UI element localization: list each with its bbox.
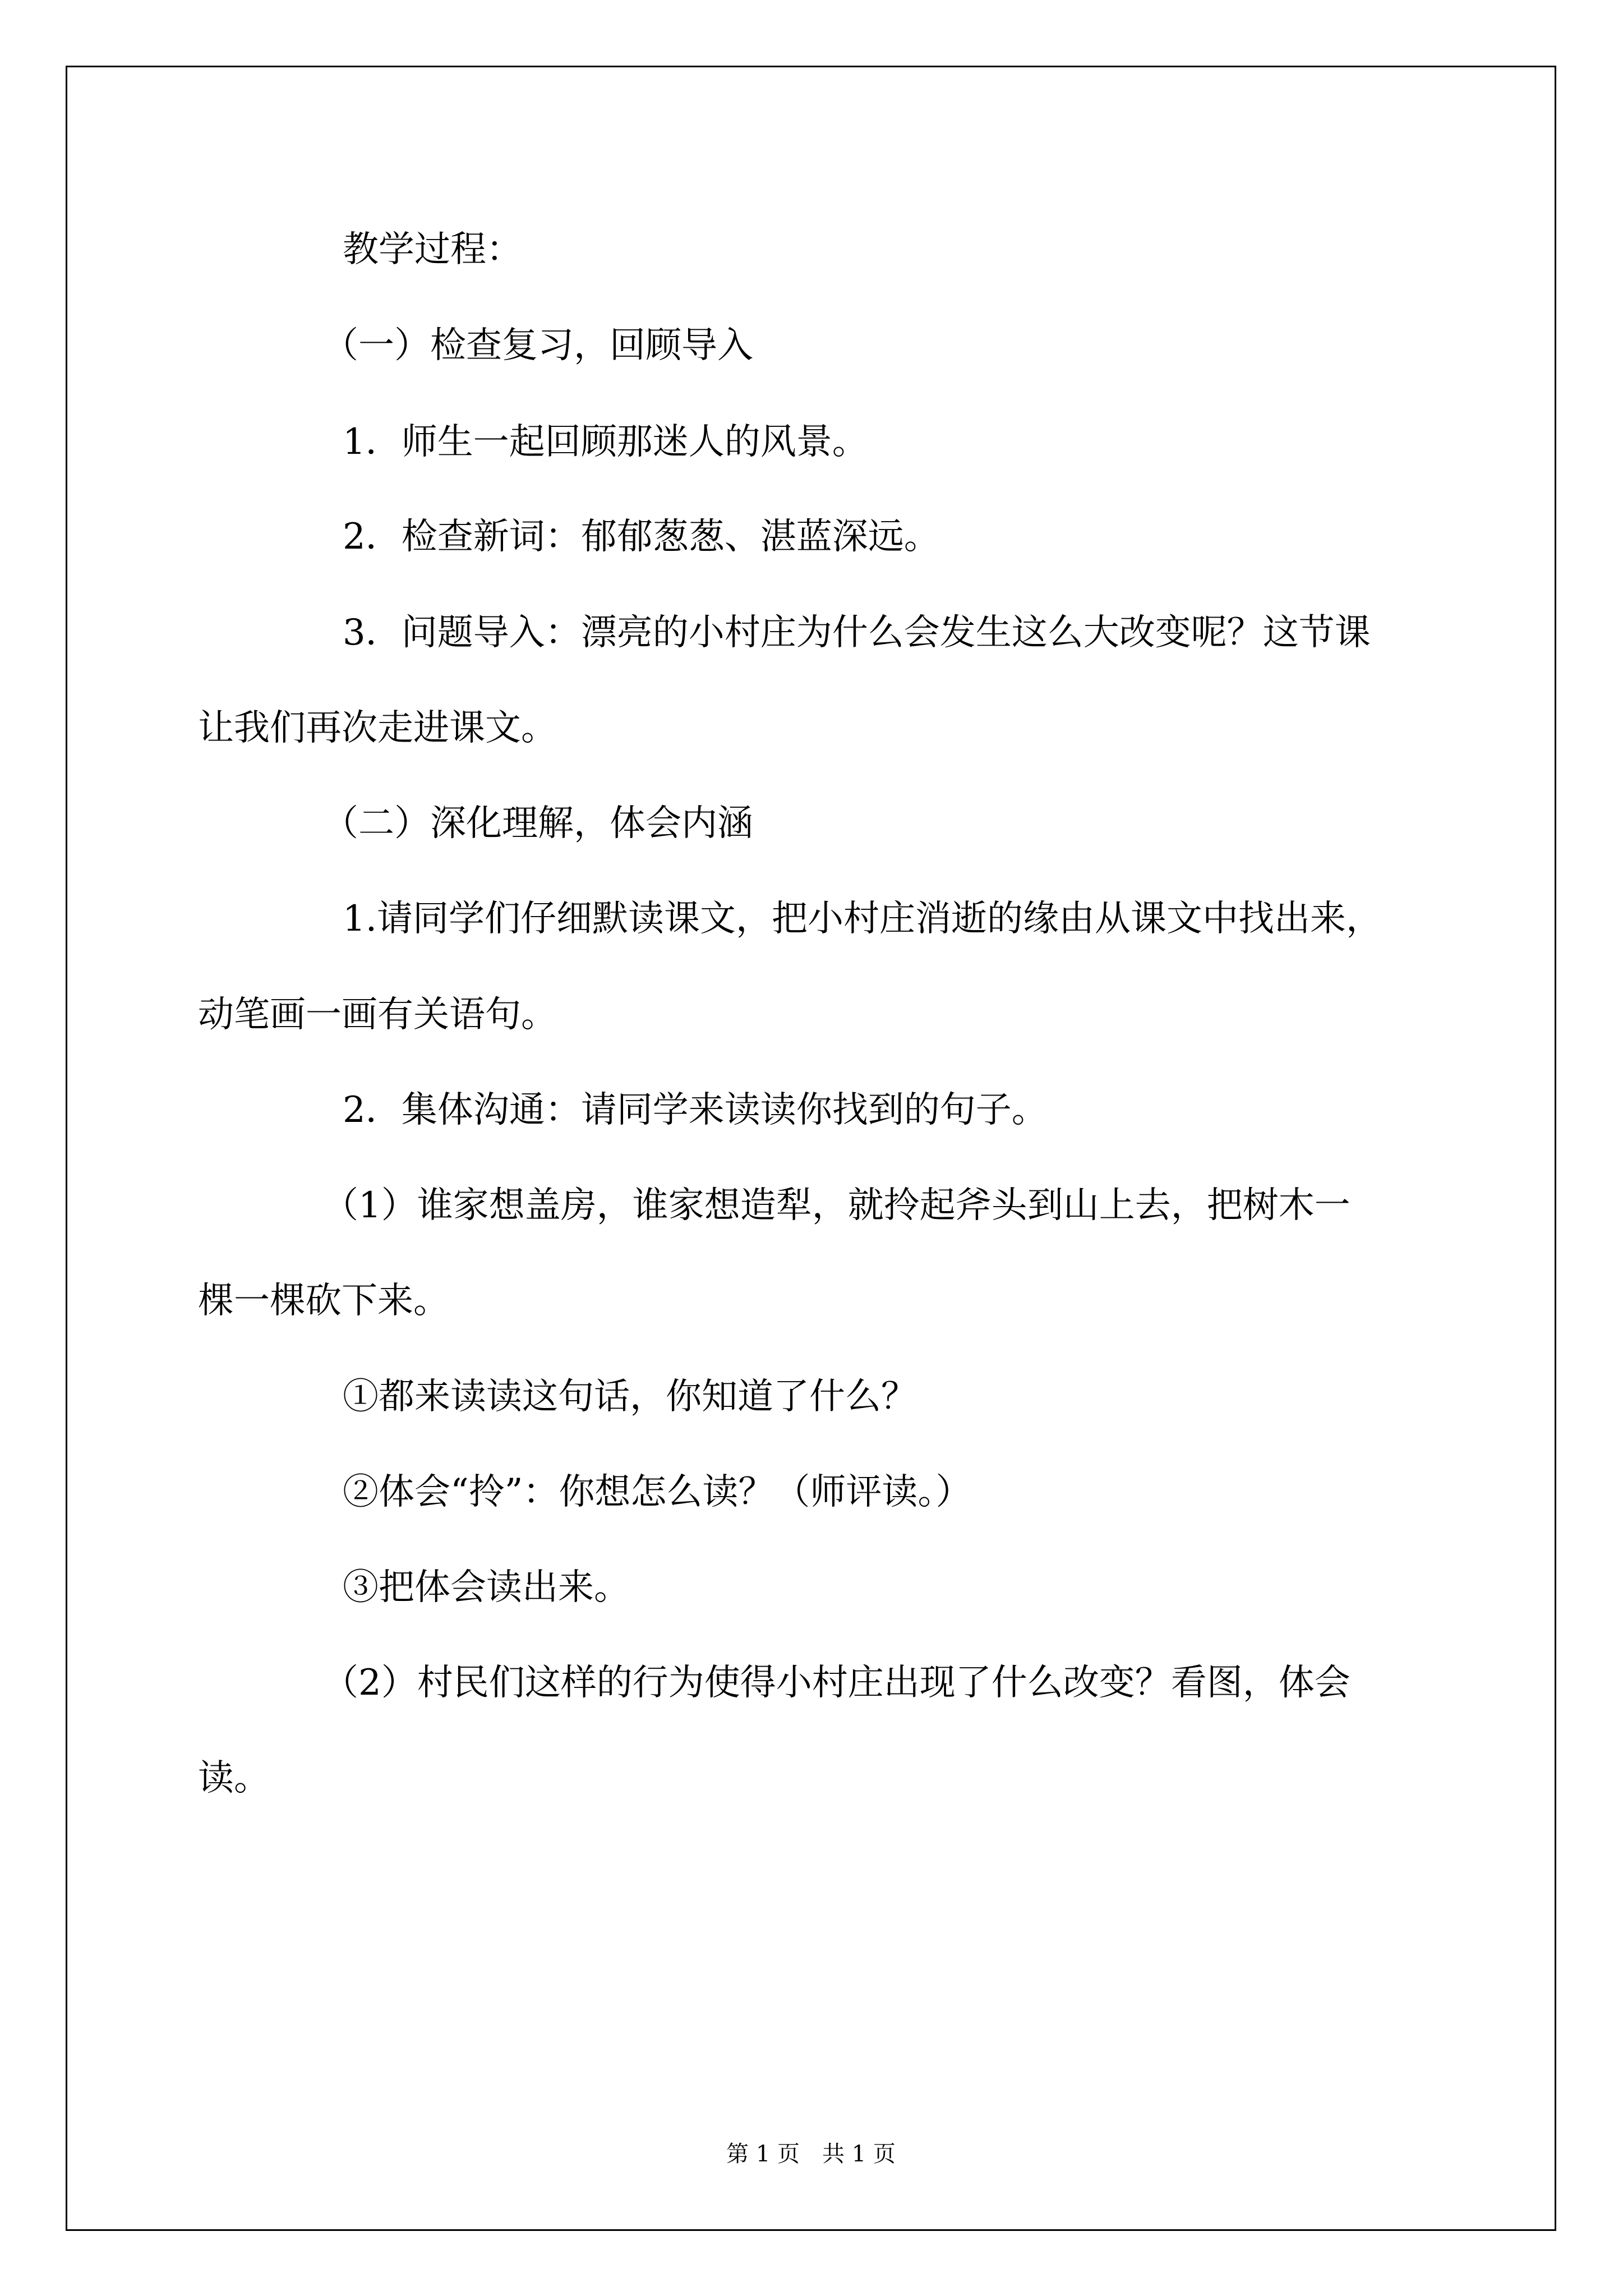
document-page [66, 66, 1556, 2231]
text-line: （二）深化理解，体会内涵 [322, 803, 753, 844]
text-line: 棵一棵砍下来。 [198, 1280, 449, 1322]
text-line: 动笔画一画有关语句。 [198, 994, 557, 1036]
text-line: 1.请同学们仔细默读课文，把小村庄消逝的缘由从课文中找出来， [343, 898, 1382, 940]
text-line: ①都来读读这句话，你知道了什么？ [343, 1376, 917, 1418]
text-line: 教学过程： [343, 229, 522, 270]
page-footer: 第 1 页 共 1 页 [726, 2141, 896, 2167]
text-line: ②体会“拎”：你想怎么读？（师评读。） [343, 1471, 972, 1513]
text-line: （一）检查复习，回顾导入 [322, 325, 753, 366]
text-line: 2．检查新词：郁郁葱葱、湛蓝深远。 [343, 516, 940, 558]
text-line: 2．集体沟通：请同学来读读你找到的句子。 [343, 1089, 1048, 1131]
text-line: 3．问题导入：漂亮的小村庄为什么会发生这么大改变呢？这节课 [343, 612, 1371, 654]
text-line: （2）村民们这样的行为使得小村庄出现了什么改变？看图，体会 [322, 1662, 1350, 1704]
text-line: 让我们再次走进课文。 [198, 707, 557, 749]
text-line: ③把体会读出来。 [343, 1567, 630, 1608]
text-line: （1）谁家想盖房，谁家想造犁，就拎起斧头到山上去，把树木一 [322, 1185, 1350, 1226]
text-line: 读。 [198, 1757, 270, 1799]
text-line: 1．师生一起回顾那迷人的风景。 [343, 421, 868, 463]
